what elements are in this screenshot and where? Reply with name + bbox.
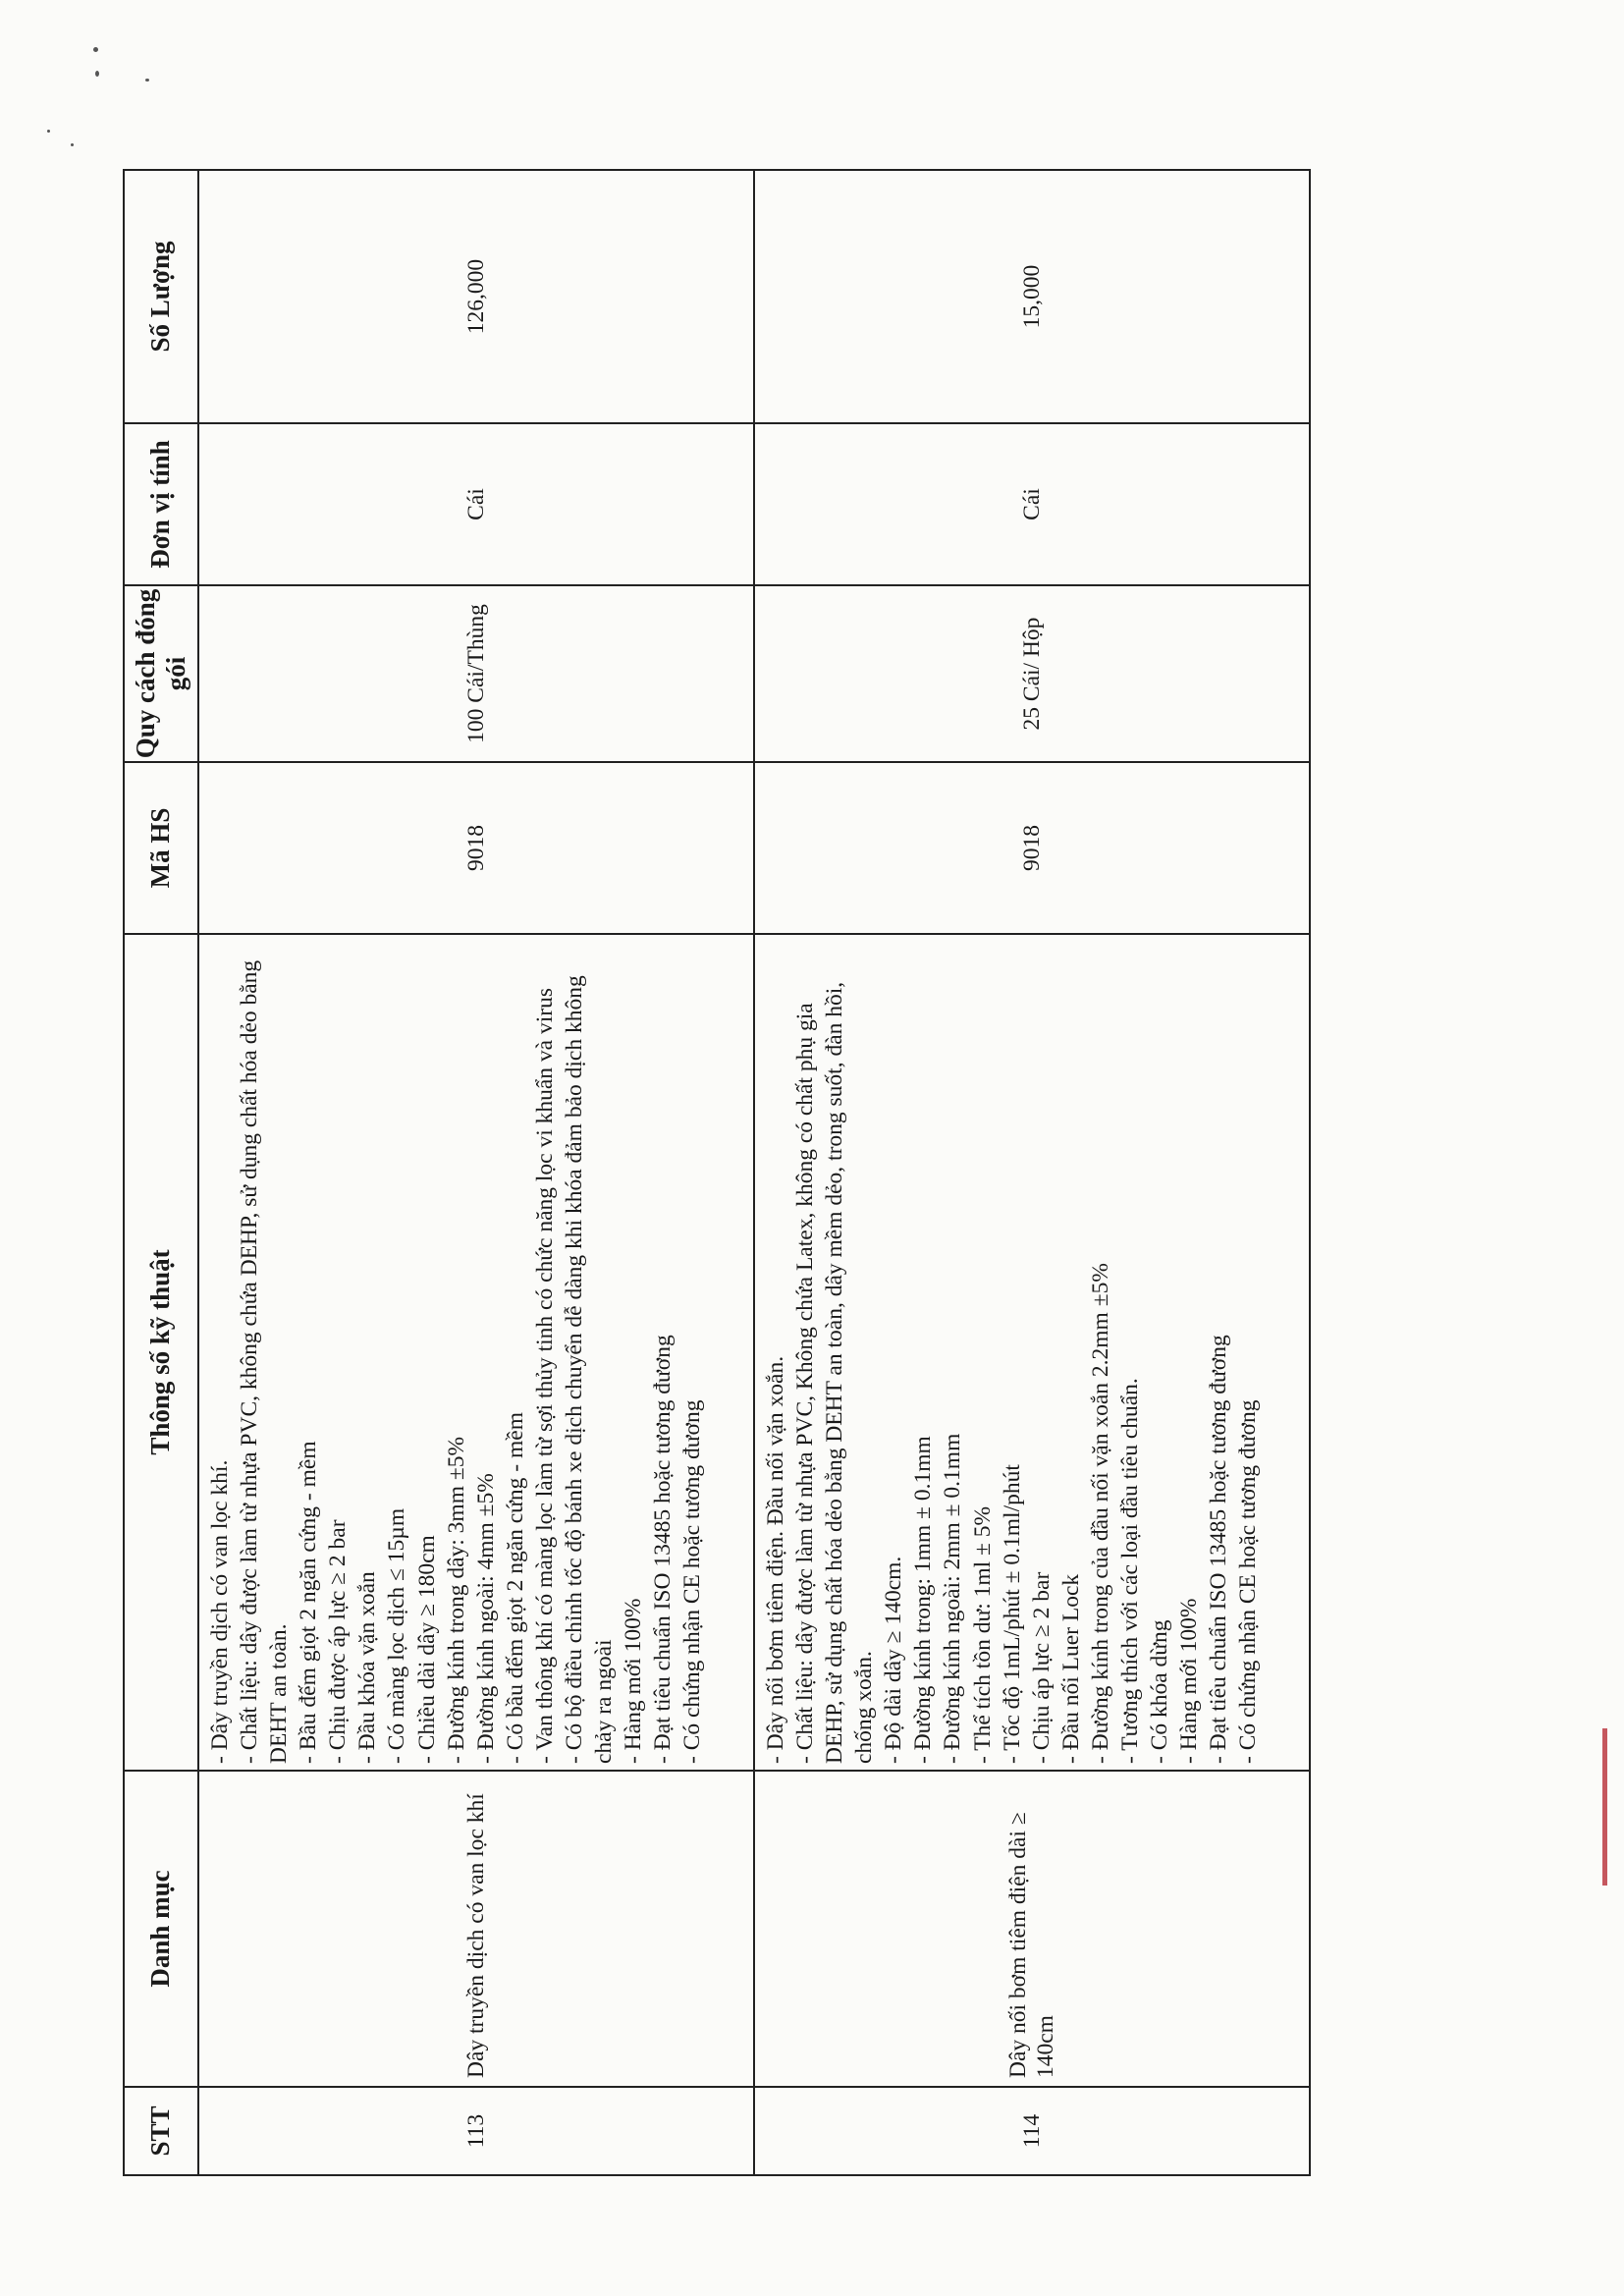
cell-stt: 113 <box>198 2087 754 2175</box>
spec-line: - Đường kính trong của đầu nối vặn xoắn 2.2mm ±5% <box>1087 1263 1113 1764</box>
spec-line: - Đạt tiêu chuẩn ISO 13485 hoặc tương đương <box>1206 1335 1232 1764</box>
spec-line: - Đầu nối Luer Lock <box>1057 1573 1084 1764</box>
table-row <box>198 170 754 2175</box>
scan-speck <box>71 143 74 146</box>
cell-quy-cach: 100 Cái/Thùng <box>198 585 754 762</box>
spec-line: - Hàng mới 100% <box>1176 1598 1203 1764</box>
spec-line: - Có bầu đếm giọt 2 ngăn cứng - mềm <box>502 1412 528 1764</box>
cell-danh-muc <box>198 1771 754 2087</box>
spec-line: - Thể tích tồn dư: 1ml ± 5% <box>969 1505 996 1764</box>
header-quy-cach: Quy cách đóng gói <box>124 585 198 762</box>
spec-line: - Có chứng nhận CE hoặc tương đương <box>679 1399 706 1764</box>
spec-line: - Van thông khí có màng lọc làm từ sợi thủy tinh có chức năng lọc vi khuẩn và virus <box>531 988 558 1764</box>
spec-list <box>205 941 707 1764</box>
cell-don-vi: Cái <box>198 423 754 585</box>
spec-line: - Dây nối bơm tiêm điện. Đầu nối vặn xoắn. <box>763 1355 788 1764</box>
header-thong-so: Thông số kỹ thuật <box>124 934 198 1771</box>
spec-line: - Đường kính trong: 1mm ± 0.1mm <box>910 1436 937 1764</box>
spec-line: - Đạt tiêu chuẩn ISO 13485 hoặc tương đương <box>650 1335 677 1764</box>
spec-line: - Có bộ điều chỉnh tốc độ bánh xe dịch chuyển dễ dàng khi khóa đảm bảo dịch không chảy ra ngoài <box>561 975 618 1764</box>
cell-danh-muc <box>754 1771 1310 2087</box>
cell-thong-so <box>198 934 754 1771</box>
spec-line: - Độ dài dây ≥ 140cm. <box>881 1556 907 1764</box>
spec-line: - Tốc độ 1mL/phút ± 0.1ml/phút <box>999 1464 1025 1764</box>
header-don-vi: Đơn vị tính <box>124 423 198 585</box>
spec-line: - Có màng lọc dịch ≤ 15µm <box>384 1507 410 1764</box>
danh-muc-text: Dây truyền dịch có van lọc khí <box>462 1793 489 2078</box>
spec-line: - Hàng mới 100% <box>621 1598 647 1764</box>
spec-line: - Có khóa dừng <box>1147 1619 1173 1764</box>
scan-speck <box>47 130 50 133</box>
cell-so-luong: 15,000 <box>754 170 1310 423</box>
table-row <box>754 170 1310 2175</box>
spec-table <box>123 169 1311 2176</box>
scan-speck <box>93 47 98 52</box>
table-header-row <box>124 170 198 2175</box>
spec-line: - Có chứng nhận CE hoặc tương đương <box>1235 1399 1262 1764</box>
spec-line: - Chất liệu: dây được làm từ nhựa PVC, Không chứa Latex, không có chất phụ gia DEHP, sử dụng chất hóa dẻo bằng DEHT an toàn, dây mềm dẻo, trong suốt, đàn hồi, chống xoắn. <box>792 981 878 1764</box>
spec-line: - Đầu khóa vặn xoắn <box>354 1571 381 1764</box>
cell-don-vi: Cái <box>754 423 1310 585</box>
spec-line: - Dây truyền dịch có van lọc khí. <box>207 1459 233 1764</box>
spec-line: - Chịu áp lực ≥ 2 bar <box>1028 1571 1055 1764</box>
scan-speck <box>95 71 99 77</box>
spec-line: - Chịu được áp lực ≥ 2 bar <box>325 1519 352 1764</box>
rotated-page <box>123 171 1309 2176</box>
spec-line: - Chất liệu: dây được làm từ nhựa PVC, không chứa DEHP, sử dụng chất hóa dẻo bằng DEHT an toàn. <box>237 959 293 1764</box>
cell-so-luong: 126,000 <box>198 170 754 423</box>
header-danh-muc: Danh mục <box>124 1771 198 2087</box>
scan-speck <box>145 79 149 82</box>
cell-ma-hs: 9018 <box>754 762 1310 934</box>
spec-line: - Đường kính ngoài: 4mm ±5% <box>472 1473 499 1764</box>
spec-line: - Chiều dài dây ≥ 180cm <box>413 1535 440 1764</box>
spec-line: - Tương thích với các loại đầu tiêu chuẩn. <box>1116 1378 1143 1764</box>
header-ma-hs: Mã HS <box>124 762 198 934</box>
cell-stt: 114 <box>754 2087 1310 2175</box>
spec-line: - Đường kính trong dây: 3mm ±5% <box>443 1436 469 1764</box>
spec-list <box>761 941 1263 1764</box>
cell-thong-so <box>754 934 1310 1771</box>
danh-muc-text: Dây nối bơm tiêm điện dài ≥ 140cm <box>1004 1812 1058 2078</box>
cell-ma-hs: 9018 <box>198 762 754 934</box>
header-so-luong: Số Lượng <box>124 170 198 423</box>
spec-line: - Đường kính ngoài: 2mm ± 0.1mm <box>940 1433 966 1764</box>
cell-quy-cach: 25 Cái/ Hộp <box>754 585 1310 762</box>
header-stt: STT <box>124 2087 198 2175</box>
spec-line: - Bầu đếm giọt 2 ngăn cứng - mềm <box>296 1441 322 1764</box>
red-ink-mark <box>1602 1728 1607 1886</box>
